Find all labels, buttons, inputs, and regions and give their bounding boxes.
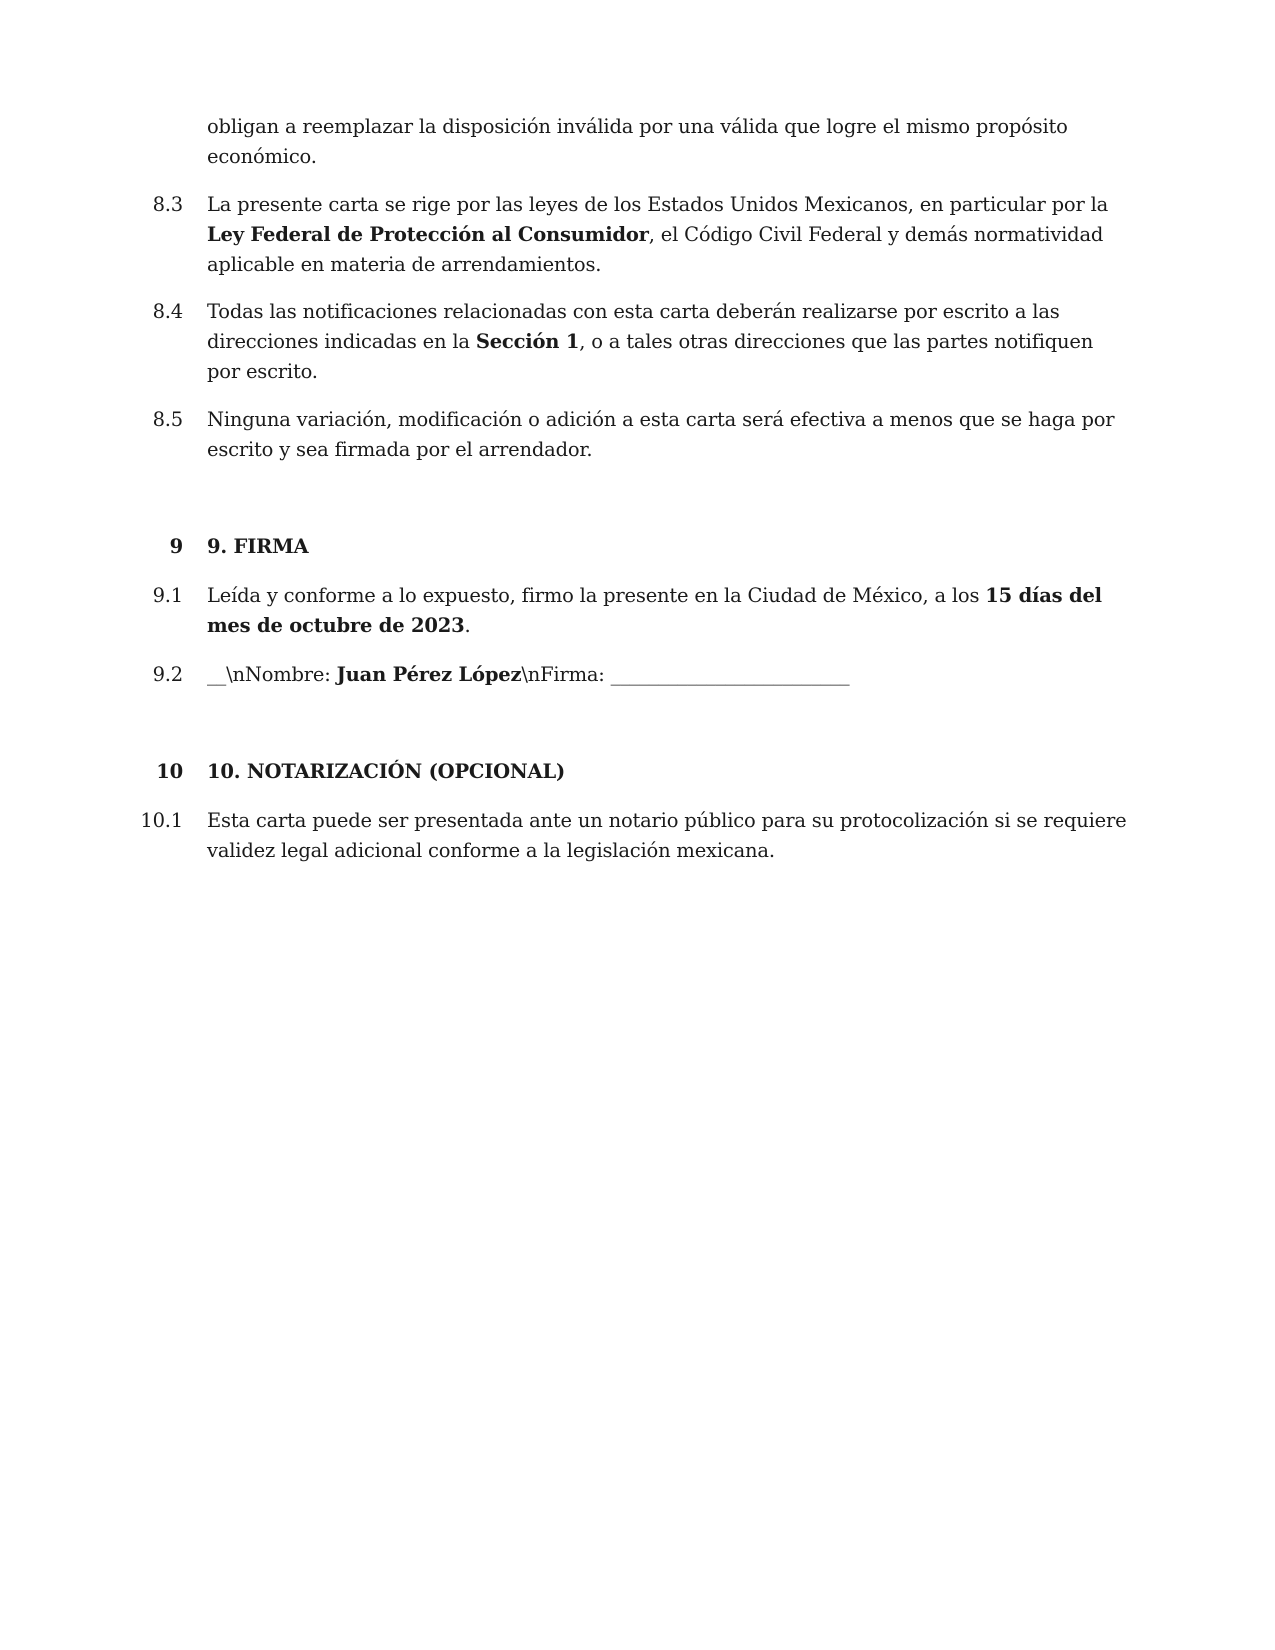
- text-run: \nFirma: _________________________: [521, 663, 850, 686]
- text-run: Leída y conforme a lo expuesto, firmo la presente en la Ciudad de México, a los: [207, 584, 986, 607]
- bold-law-name: Ley Federal de Protección al Consumidor: [207, 223, 649, 246]
- text-run: __\nNombre:: [207, 663, 337, 686]
- clause-text: Esta carta puede ser presentada ante un notario público para su protocolización si se requiere validez legal adicional conforme a la legislación mexicana.: [207, 809, 1127, 862]
- text-run: .: [464, 614, 471, 637]
- clause-number: 10.1: [140, 809, 183, 832]
- text-run: La presente carta se rige por las leyes de los Estados Unidos Mexicanos, en particular por la: [207, 193, 1109, 216]
- clause-number: 8.4: [152, 300, 183, 323]
- clause-number: 8.5: [152, 408, 183, 431]
- clause-text: [207, 297, 1132, 387]
- text-run: , o a tales otras direcciones que las partes notifiquen por escrito.: [207, 330, 1094, 383]
- bold-signer-name: Juan Pérez López: [336, 663, 522, 686]
- clause-text: [207, 581, 1132, 641]
- clause-number: 8.3: [152, 193, 183, 216]
- clause-number: 9.2: [152, 663, 183, 686]
- signature-line: [207, 660, 1132, 690]
- bold-section-ref: Sección 1: [475, 330, 580, 353]
- clause-text: [207, 190, 1132, 280]
- section-number: 9: [169, 535, 183, 558]
- paragraph-text: obligan a reemplazar la disposición inválida por una válida que logre el mismo propósito económico.: [207, 115, 1068, 168]
- text-run: , el Código Civil Federal y demás normatividad aplicable en materia de arrendamientos.: [207, 223, 1104, 276]
- section-number: 10: [156, 760, 183, 783]
- bold-date: 15 días del mes de octubre de 2023: [207, 584, 1102, 637]
- section-title: 9. FIRMA: [207, 535, 309, 558]
- clause-text: Ninguna variación, modificación o adición a esta carta será efectiva a menos que se haga por escrito y sea firmada por el arrendador.: [207, 408, 1115, 461]
- clause-number: 9.1: [152, 584, 183, 607]
- section-title: 10. NOTARIZACIÓN (OPCIONAL): [207, 760, 566, 783]
- text-run: Todas las notificaciones relacionadas con esta carta deberán realizarse por escrito a las direcciones indicadas en la: [207, 300, 1060, 353]
